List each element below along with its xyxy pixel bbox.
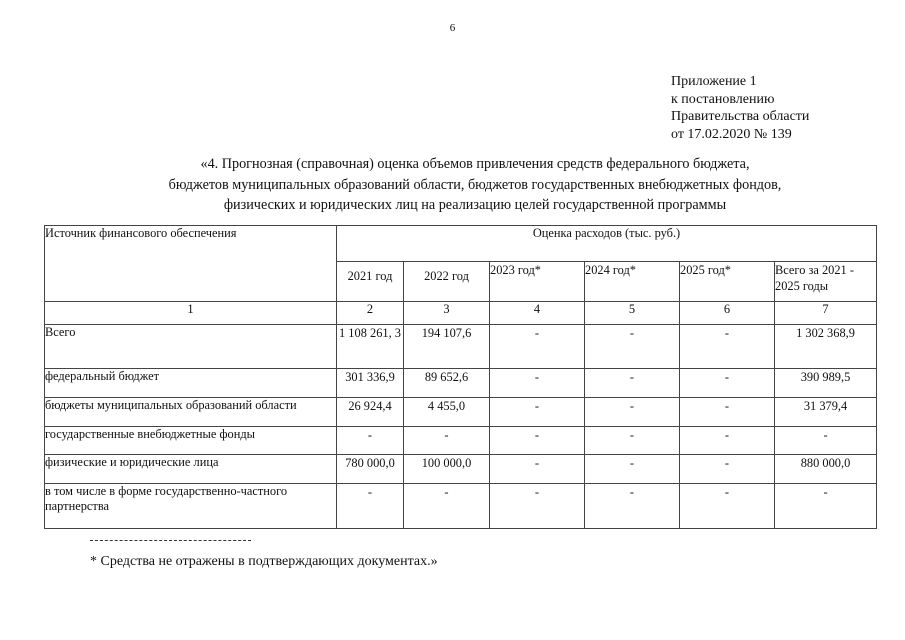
row-source: федеральный бюджет bbox=[45, 369, 337, 398]
appendix-line: к постановлению bbox=[671, 91, 775, 107]
column-number: 2 bbox=[337, 302, 404, 325]
source-header: Источник финансового обеспечения bbox=[45, 226, 337, 302]
year-header: Всего за 2021 - 2025 годы bbox=[775, 262, 877, 302]
row-value: - bbox=[585, 398, 680, 427]
page-number: 6 bbox=[449, 22, 456, 34]
heading-line: бюджетов муниципальных образований области, бюджетов государственных внебюджетных фондов, bbox=[168, 176, 782, 193]
table-row bbox=[45, 427, 877, 455]
table-row bbox=[45, 325, 877, 369]
row-value: 880 000,0 bbox=[775, 455, 877, 484]
row-value: - bbox=[680, 484, 775, 529]
row-value: - bbox=[680, 398, 775, 427]
row-value: - bbox=[490, 325, 585, 369]
column-number: 1 bbox=[45, 302, 337, 325]
row-value: - bbox=[680, 325, 775, 369]
footnote-divider bbox=[90, 540, 251, 541]
column-number: 5 bbox=[585, 302, 680, 325]
year-header: 2025 год* bbox=[680, 262, 775, 302]
row-value: - bbox=[585, 325, 680, 369]
table-row bbox=[45, 484, 877, 529]
appendix-line: от 17.02.2020 № 139 bbox=[671, 126, 792, 142]
row-value: 1 302 368,9 bbox=[775, 325, 877, 369]
row-value: - bbox=[680, 455, 775, 484]
row-value: 4 455,0 bbox=[404, 398, 490, 427]
section-heading bbox=[60, 154, 890, 216]
row-source: Всего bbox=[45, 325, 337, 369]
column-number: 7 bbox=[775, 302, 877, 325]
row-value: 31 379,4 bbox=[775, 398, 877, 427]
row-value: 301 336,9 bbox=[337, 369, 404, 398]
row-value: 26 924,4 bbox=[337, 398, 404, 427]
row-value: - bbox=[585, 484, 680, 529]
row-source: бюджеты муниципальных образований области bbox=[45, 398, 337, 427]
column-number: 4 bbox=[490, 302, 585, 325]
row-source: в том числе в форме государственно-частного партнерства bbox=[45, 484, 337, 529]
row-value: - bbox=[490, 369, 585, 398]
row-value: - bbox=[775, 484, 877, 529]
row-value: 1 108 261, 3 bbox=[337, 325, 404, 369]
row-value: - bbox=[337, 484, 404, 529]
row-value: - bbox=[337, 427, 404, 455]
year-header: 2023 год* bbox=[490, 262, 585, 302]
row-value: - bbox=[585, 455, 680, 484]
row-value: - bbox=[404, 484, 490, 529]
row-value: 780 000,0 bbox=[337, 455, 404, 484]
column-number: 3 bbox=[404, 302, 490, 325]
row-value: - bbox=[680, 427, 775, 455]
column-number: 6 bbox=[680, 302, 775, 325]
row-value: 100 000,0 bbox=[404, 455, 490, 484]
appendix-block bbox=[671, 73, 809, 143]
row-value: - bbox=[775, 427, 877, 455]
estimate-header: Оценка расходов (тыс. руб.) bbox=[337, 226, 877, 262]
column-number-row bbox=[45, 302, 877, 325]
row-value: - bbox=[490, 398, 585, 427]
appendix-line: Приложение 1 bbox=[671, 74, 757, 89]
row-value: 390 989,5 bbox=[775, 369, 877, 398]
row-value: - bbox=[585, 369, 680, 398]
row-value: - bbox=[490, 427, 585, 455]
row-value: - bbox=[490, 455, 585, 484]
funding-table bbox=[44, 225, 877, 529]
row-value: - bbox=[680, 369, 775, 398]
row-source: государственные внебюджетные фонды bbox=[45, 427, 337, 455]
year-header: 2024 год* bbox=[585, 262, 680, 302]
appendix-line: Правительства области bbox=[671, 109, 810, 124]
table-row bbox=[45, 369, 877, 398]
year-header: 2021 год bbox=[337, 262, 404, 302]
heading-line: «4. Прогнозная (справочная) оценка объемов привлечения средств федерального бюджета, bbox=[200, 156, 750, 172]
row-value: - bbox=[490, 484, 585, 529]
row-value: - bbox=[585, 427, 680, 455]
row-value: - bbox=[404, 427, 490, 455]
row-source: физические и юридические лица bbox=[45, 455, 337, 484]
year-header: 2022 год bbox=[404, 262, 490, 302]
table-row bbox=[45, 398, 877, 427]
table-row bbox=[45, 455, 877, 484]
footnote: * Средства не отражены в подтверждающих документах.» bbox=[90, 554, 438, 569]
row-value: 194 107,6 bbox=[404, 325, 490, 369]
row-value: 89 652,6 bbox=[404, 369, 490, 398]
heading-line: физических и юридических лиц на реализацию целей государственной программы bbox=[223, 197, 727, 213]
